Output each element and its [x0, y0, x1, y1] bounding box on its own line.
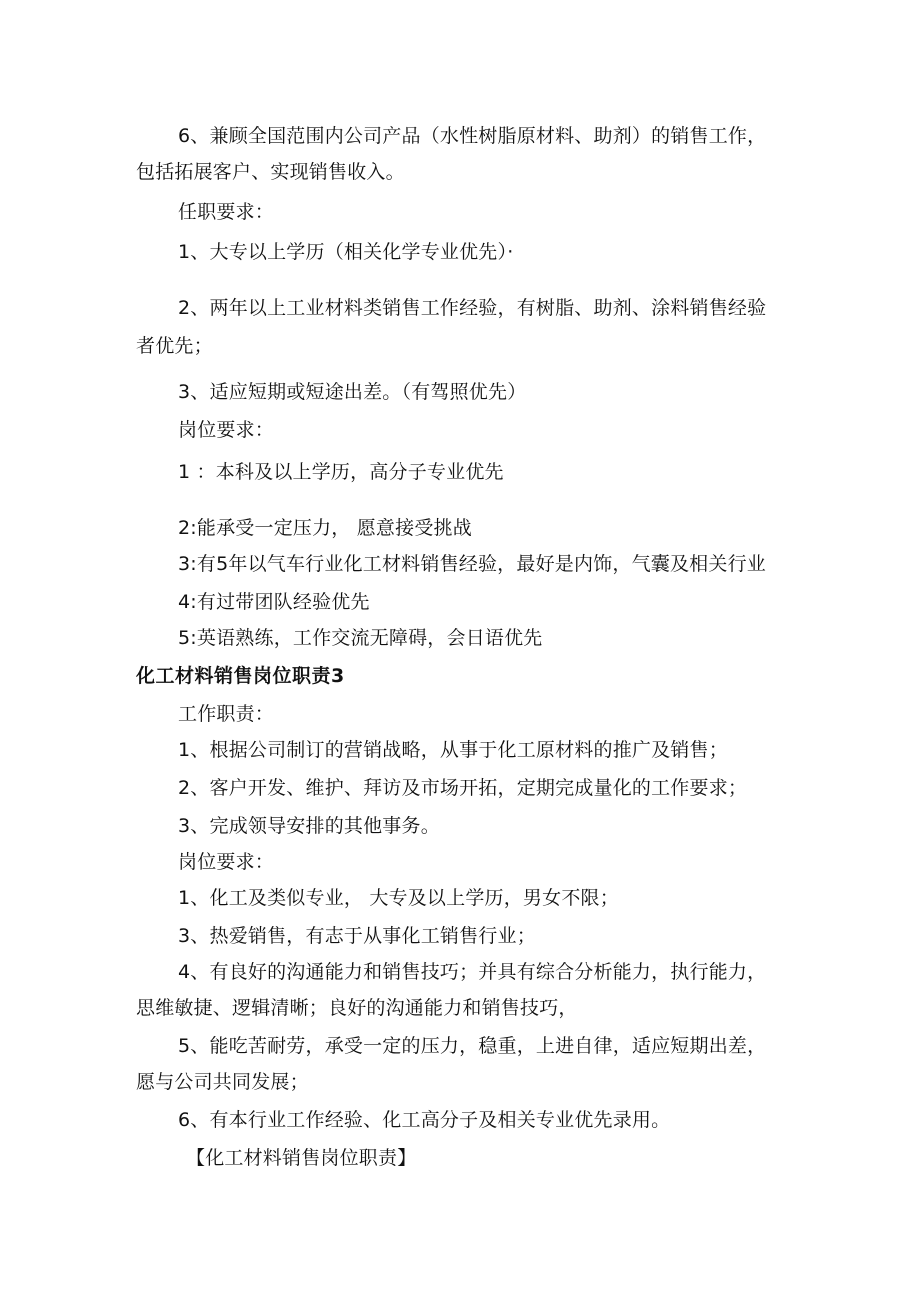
- text-line: 5、能吃苦耐劳，承受一定的压力，稳重，上进自律，适应短期出差，: [178, 1035, 767, 1057]
- text-line: 思维敏捷、逻辑清晰；良好的沟通能力和销售技巧，: [136, 997, 578, 1019]
- text-line: 3、完成领导安排的其他事务。: [178, 815, 440, 837]
- text-line: 【化工材料销售岗位职责】: [186, 1147, 417, 1169]
- section-heading: 化工材料销售岗位职责3: [136, 665, 345, 687]
- text-line: 4、有良好的沟通能力和销售技巧；并具有综合分析能力，执行能力，: [178, 961, 767, 983]
- text-line: 任职要求：: [178, 201, 275, 223]
- text-line: 2、客户开发、维护、拜访及市场开拓，定期完成量化的工作要求；: [178, 777, 748, 799]
- text-line: 6、兼顾全国范围内公司产品（水性树脂原材料、助剂）的销售工作，: [178, 125, 767, 147]
- text-line: 5:英语熟练，工作交流无障碍，会日语优先: [178, 627, 543, 649]
- text-line: 1、根据公司制订的营销战略，从事于化工原材料的推广及销售；: [178, 739, 728, 761]
- text-line: 6、有本行业工作经验、化工高分子及相关专业优先录用。: [178, 1109, 671, 1131]
- text-line: 岗位要求：: [178, 851, 275, 873]
- text-line: 工作职责：: [178, 703, 275, 725]
- text-line: 1 ：本科及以上学历，高分子专业优先: [178, 461, 504, 483]
- text-line: 包括拓展客户、实现销售收入。: [136, 161, 405, 183]
- text-line: 4:有过带团队经验优先: [178, 591, 370, 613]
- text-line: 1、大专以上学历（相关化学专业优先）·: [178, 241, 514, 263]
- text-line: 3、热爱销售，有志于从事化工销售行业；: [178, 925, 536, 947]
- text-line: 愿与公司共同发展；: [136, 1071, 309, 1093]
- text-line: 2、两年以上工业材料类销售工作经验，有树脂、助剂、涂料销售经验: [178, 297, 767, 319]
- text-line: 3、适应短期或短途出差。（有驾照优先）: [178, 381, 527, 403]
- text-line: 3:有5年以气车行业化工材料销售经验，最好是内饰，气囊及相关行业: [178, 553, 766, 575]
- text-line: 者优先；: [136, 335, 213, 357]
- text-line: 2:能承受一定压力， 愿意接受挑战: [178, 517, 472, 539]
- text-line: 1、化工及类似专业， 大专及以上学历，男女不限；: [178, 887, 619, 909]
- text-line: 岗位要求：: [178, 419, 275, 441]
